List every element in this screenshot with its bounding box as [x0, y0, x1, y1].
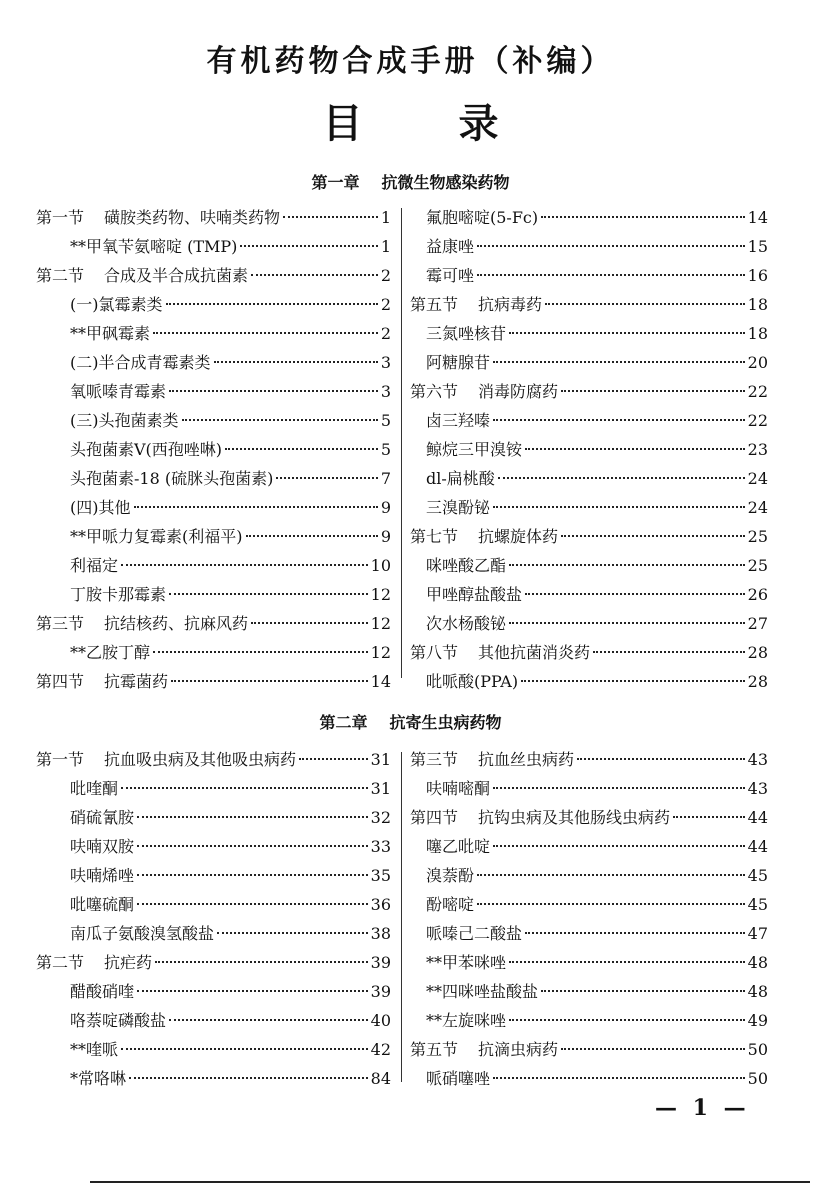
dot-leader	[561, 1048, 745, 1050]
page-ref: 32	[370, 808, 391, 827]
dot-leader	[155, 961, 368, 963]
page-ref: 49	[747, 1011, 768, 1030]
entry-title: 醋酸硝喹	[70, 982, 135, 1001]
page-ref: 3	[380, 382, 391, 401]
dot-leader	[493, 1077, 745, 1079]
page-ref: 3	[380, 353, 391, 372]
page-ref: 36	[370, 895, 391, 914]
dot-leader	[153, 332, 378, 334]
toc-entry	[410, 919, 768, 948]
toc-section-entry	[410, 803, 768, 832]
page-ref: 43	[747, 779, 768, 798]
dot-leader	[137, 845, 368, 847]
entry-title: 呋喃烯唑	[70, 866, 135, 885]
toc-entry	[410, 319, 768, 348]
toc-section-entry	[410, 377, 768, 406]
entry-title: *常咯啉	[70, 1069, 127, 1088]
dot-leader	[153, 651, 368, 653]
toc-entry	[410, 774, 768, 803]
toc-entry	[410, 977, 768, 1006]
bottom-rule	[90, 1181, 810, 1183]
page-ref: 28	[747, 672, 768, 691]
page-ref: 25	[747, 556, 768, 575]
toc-entry	[410, 890, 768, 919]
page-ref: 16	[747, 266, 768, 285]
page-ref: 44	[747, 808, 768, 827]
entry-title: 磺胺类药物、呋喃类药物	[104, 208, 281, 227]
page-ref: 40	[370, 1011, 391, 1030]
dot-leader	[137, 874, 368, 876]
section-number: 第六节	[410, 382, 459, 401]
page-ref: 28	[747, 643, 768, 662]
dot-leader	[217, 932, 368, 934]
page-ref: 2	[380, 324, 391, 343]
toc-entry	[410, 948, 768, 977]
page-ref: 48	[747, 953, 768, 972]
section-number: 第八节	[410, 643, 459, 662]
toc-section-entry	[36, 203, 391, 232]
page-ref: 14	[370, 672, 391, 691]
page-ref: 1	[380, 237, 391, 256]
entry-title: **甲哌力复霉素(利福平)	[70, 527, 243, 546]
toc-section-entry	[36, 609, 391, 638]
entry-title: 噻乙吡啶	[426, 837, 491, 856]
section-number: 第七节	[410, 527, 459, 546]
page-ref: 12	[370, 643, 391, 662]
page-ref: 9	[380, 498, 391, 517]
page-ref: 39	[370, 953, 391, 972]
toc-section-entry	[410, 522, 768, 551]
entry-title: 霉可唑	[426, 266, 475, 285]
entry-title: **喹哌	[70, 1040, 119, 1059]
dot-leader	[509, 1019, 745, 1021]
page-ref: 31	[370, 779, 391, 798]
page-ref: 18	[747, 324, 768, 343]
entry-title: 合成及半合成抗菌素	[104, 266, 249, 285]
section-number: 第三节	[36, 614, 85, 633]
toc-entry	[36, 977, 391, 1006]
toc-section-entry	[36, 745, 391, 774]
chapter-number: 第一章	[311, 173, 360, 192]
toc-entry	[410, 464, 768, 493]
column-divider	[401, 208, 402, 678]
entry-title: 抗血丝虫病药	[478, 750, 575, 769]
entry-title: 咯萘啶磷酸盐	[70, 1011, 167, 1030]
page-ref: 50	[747, 1040, 768, 1059]
toc-entry	[410, 232, 768, 261]
dot-leader	[673, 816, 745, 818]
entry-title: 吡哌酸(PPA)	[426, 672, 519, 691]
toc-entry	[410, 348, 768, 377]
entry-title: 头孢菌素Ⅴ(西孢唑啉)	[70, 440, 223, 459]
toc-entry	[36, 232, 391, 261]
toc-entry	[410, 1006, 768, 1035]
page-ref: 5	[380, 440, 391, 459]
page-ref: 35	[370, 866, 391, 885]
chapter-name: 抗寄生虫病药物	[389, 713, 502, 732]
entry-title: 吡喹酮	[70, 779, 119, 798]
dot-leader	[593, 651, 745, 653]
page-ref: 12	[370, 585, 391, 604]
entry-title: 抗疟药	[104, 953, 153, 972]
page-ref: 47	[747, 924, 768, 943]
toc-entry	[36, 406, 391, 435]
entry-title: dl-扁桃酸	[426, 469, 495, 488]
toc-entry	[36, 580, 391, 609]
toc-entry	[36, 290, 391, 319]
page-ref: 12	[370, 614, 391, 633]
dot-leader	[171, 680, 368, 682]
section-number: 第二节	[36, 953, 85, 972]
entry-title: (三)头孢菌素类	[70, 411, 179, 430]
toc-entry	[36, 803, 391, 832]
entry-title: (四)其他	[70, 498, 131, 517]
dot-leader	[214, 361, 378, 363]
entry-title: 溴萘酚	[426, 866, 475, 885]
dot-leader	[561, 535, 745, 537]
entry-title: 抗螺旋体药	[478, 527, 559, 546]
section-number: 第五节	[410, 1040, 459, 1059]
chapter-1-right-column	[410, 203, 768, 696]
entry-title: **甲砜霉素	[70, 324, 151, 343]
dot-leader	[121, 787, 368, 789]
chapter-2-left-column	[36, 745, 391, 1093]
toc-heading-char: 目	[322, 101, 363, 147]
toc-entry	[36, 1035, 391, 1064]
column-divider	[401, 752, 402, 1082]
dot-leader	[137, 903, 368, 905]
page-ref: 43	[747, 750, 768, 769]
entry-title: 哌硝噻唑	[426, 1069, 491, 1088]
dot-leader	[182, 419, 378, 421]
dot-leader	[121, 564, 368, 566]
page-ref: 27	[747, 614, 768, 633]
chapter-2-right-column	[410, 745, 768, 1093]
page-ref: 31	[370, 750, 391, 769]
toc-entry	[410, 667, 768, 696]
entry-title: 抗血吸虫病及其他吸虫病药	[104, 750, 297, 769]
dot-leader	[509, 622, 745, 624]
entry-title: 卤三羟嗪	[426, 411, 491, 430]
dot-leader	[225, 448, 378, 450]
entry-title: 南瓜子氨酸溴氢酸盐	[70, 924, 215, 943]
toc-section-entry	[410, 745, 768, 774]
entry-title: 抗滴虫病药	[478, 1040, 559, 1059]
entry-title: 呋喃双胺	[70, 837, 135, 856]
entry-title: 硝硫氰胺	[70, 808, 135, 827]
toc-entry	[410, 609, 768, 638]
dot-leader	[137, 816, 368, 818]
entry-title: 阿糖腺苷	[426, 353, 491, 372]
toc-heading	[0, 92, 821, 149]
entry-title: 其他抗菌消炎药	[478, 643, 591, 662]
entry-title: **甲苯咪唑	[426, 953, 507, 972]
page-ref: 20	[747, 353, 768, 372]
page-ref: 24	[747, 498, 768, 517]
dot-leader	[251, 274, 378, 276]
toc-entry	[36, 551, 391, 580]
section-number: 第一节	[36, 208, 85, 227]
toc-entry	[410, 1064, 768, 1093]
page-ref: 44	[747, 837, 768, 856]
dot-leader	[577, 758, 745, 760]
page-ref: 22	[747, 382, 768, 401]
section-number: 第一节	[36, 750, 85, 769]
dot-leader	[240, 245, 377, 247]
toc-entry	[36, 890, 391, 919]
section-number: 第五节	[410, 295, 459, 314]
chapter-1-left-column	[36, 203, 391, 696]
dot-leader	[477, 874, 745, 876]
toc-entry	[36, 493, 391, 522]
entry-title: **甲氧苄氨嘧啶 (TMP)	[70, 237, 238, 256]
page-ref: 24	[747, 469, 768, 488]
dot-leader	[525, 593, 745, 595]
page-ref: 2	[380, 266, 391, 285]
chapter-2-heading	[0, 710, 821, 733]
page-ref: 50	[747, 1069, 768, 1088]
entry-title: 抗霉菌药	[104, 672, 169, 691]
toc-entry	[36, 832, 391, 861]
page-ref: 39	[370, 982, 391, 1001]
toc-section-entry	[36, 948, 391, 977]
entry-title: 咪唑酸乙酯	[426, 556, 507, 575]
entry-title: 三溴酚铋	[426, 498, 491, 517]
chapter-name: 抗微生物感染药物	[381, 173, 510, 192]
entry-title: 甲唑醇盐酸盐	[426, 585, 523, 604]
dot-leader	[525, 932, 745, 934]
toc-entry	[410, 551, 768, 580]
entry-title: 吡噻硫酮	[70, 895, 135, 914]
toc-entry	[36, 1006, 391, 1035]
entry-title: 呋喃嘧酮	[426, 779, 491, 798]
toc-entry	[410, 493, 768, 522]
dot-leader	[509, 332, 745, 334]
toc-section-entry	[410, 1035, 768, 1064]
dot-leader	[166, 303, 378, 305]
page-ref: 33	[370, 837, 391, 856]
entry-title: 鲸烷三甲溴铵	[426, 440, 523, 459]
toc-entry	[36, 1064, 391, 1093]
entry-title: 酚嘧啶	[426, 895, 475, 914]
page-ref: 10	[370, 556, 391, 575]
page-ref: 14	[747, 208, 768, 227]
toc-heading-char: 录	[458, 101, 499, 147]
page-ref: 22	[747, 411, 768, 430]
toc-section-entry	[410, 638, 768, 667]
toc-entry	[36, 377, 391, 406]
toc-entry	[410, 580, 768, 609]
entry-title: 哌嗪己二酸盐	[426, 924, 523, 943]
page-ref: 45	[747, 866, 768, 885]
entry-title: **左旋咪唑	[426, 1011, 507, 1030]
entry-title: **四咪唑盐酸盐	[426, 982, 539, 1001]
dot-leader	[477, 274, 745, 276]
page-ref: 15	[747, 237, 768, 256]
toc-entry	[410, 261, 768, 290]
page-ref: 18	[747, 295, 768, 314]
page-ref: 9	[380, 527, 391, 546]
dot-leader	[169, 593, 368, 595]
dot-leader	[169, 1019, 368, 1021]
page-ref: 25	[747, 527, 768, 546]
dot-leader	[283, 216, 378, 218]
page-ref: 2	[380, 295, 391, 314]
dot-leader	[545, 303, 745, 305]
dot-leader	[477, 245, 745, 247]
chapter-number: 第二章	[319, 713, 368, 732]
page-ref: 7	[380, 469, 391, 488]
dot-leader	[299, 758, 368, 760]
page-ref: 23	[747, 440, 768, 459]
toc-entry	[410, 832, 768, 861]
entry-title: 头孢菌素-18 (硫脒头孢菌素)	[70, 469, 274, 488]
dot-leader	[541, 990, 745, 992]
toc-entry	[36, 774, 391, 803]
dot-leader	[541, 216, 745, 218]
dot-leader	[525, 448, 745, 450]
page-ref: 5	[380, 411, 391, 430]
dot-leader	[521, 680, 745, 682]
entry-title: 次水杨酸铋	[426, 614, 507, 633]
book-title: 有机药物合成手册（补编）	[206, 44, 615, 79]
dot-leader	[477, 903, 745, 905]
toc-section-entry	[36, 261, 391, 290]
section-number: 第四节	[36, 672, 85, 691]
entry-title: 三氮唑核苷	[426, 324, 507, 343]
entry-title: (二)半合成青霉素类	[70, 353, 211, 372]
entry-title: 利福定	[70, 556, 119, 575]
dot-leader	[493, 419, 745, 421]
page-ref: 84	[370, 1069, 391, 1088]
dot-leader	[493, 787, 745, 789]
page-ref: 38	[370, 924, 391, 943]
page-ref: 42	[370, 1040, 391, 1059]
entry-title: **乙胺丁醇	[70, 643, 151, 662]
dot-leader	[137, 990, 368, 992]
toc-entry	[36, 348, 391, 377]
page-number: — 1 —	[655, 1095, 750, 1121]
page-ref: 45	[747, 895, 768, 914]
dot-leader	[509, 961, 745, 963]
toc-entry	[36, 861, 391, 890]
section-number: 第二节	[36, 266, 85, 285]
entry-title: 丁胺卡那霉素	[70, 585, 167, 604]
toc-entry	[36, 522, 391, 551]
dot-leader	[246, 535, 378, 537]
dot-leader	[498, 477, 745, 479]
entry-title: 益康唑	[426, 237, 475, 256]
dot-leader	[134, 506, 378, 508]
dot-leader	[509, 564, 745, 566]
section-number: 第四节	[410, 808, 459, 827]
toc-entry	[36, 919, 391, 948]
toc-section-entry	[36, 667, 391, 696]
toc-section-entry	[410, 290, 768, 319]
dot-leader	[129, 1077, 368, 1079]
entry-title: 抗病毒药	[478, 295, 543, 314]
toc-entry	[410, 861, 768, 890]
dot-leader	[493, 506, 745, 508]
entry-title: (一)氯霉素类	[70, 295, 163, 314]
entry-title: 氟胞嘧啶(5-Fc)	[426, 208, 539, 227]
toc-entry	[36, 435, 391, 464]
entry-title: 消毒防腐药	[478, 382, 559, 401]
page-ref: 26	[747, 585, 768, 604]
toc-entry	[410, 435, 768, 464]
entry-title: 氧哌嗪青霉素	[70, 382, 167, 401]
chapter-1-heading	[0, 170, 821, 193]
toc-entry	[410, 406, 768, 435]
dot-leader	[493, 845, 745, 847]
toc-entry	[410, 203, 768, 232]
dot-leader	[561, 390, 745, 392]
page-ref: 1	[380, 208, 391, 227]
dot-leader	[121, 1048, 368, 1050]
entry-title: 抗结核药、抗麻风药	[104, 614, 249, 633]
dot-leader	[169, 390, 378, 392]
dot-leader	[251, 622, 368, 624]
page-ref: 48	[747, 982, 768, 1001]
toc-entry	[36, 464, 391, 493]
section-number: 第三节	[410, 750, 459, 769]
toc-entry	[36, 638, 391, 667]
dot-leader	[276, 477, 377, 479]
dot-leader	[493, 361, 745, 363]
entry-title: 抗钩虫病及其他肠线虫病药	[478, 808, 671, 827]
toc-entry	[36, 319, 391, 348]
